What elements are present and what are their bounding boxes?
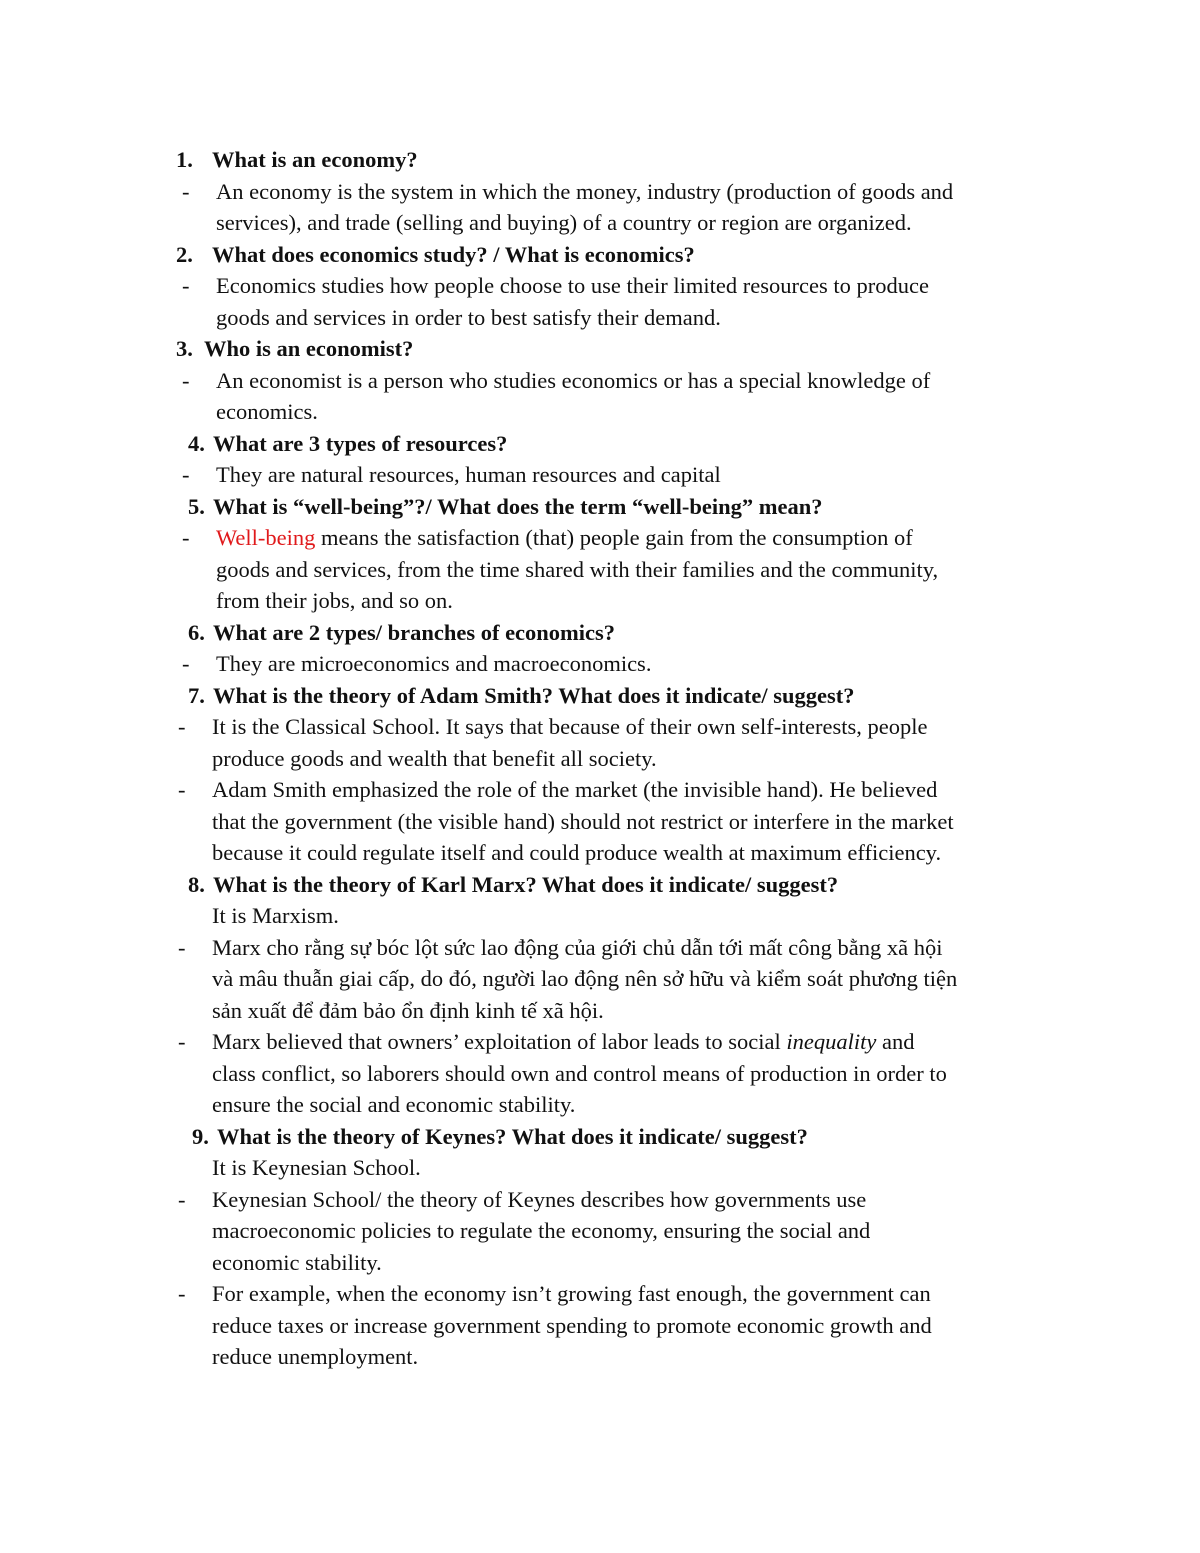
answer-line: because it could regulate itself and could produce wealth at maximum efficiency. [212,840,942,865]
answer-line: goods and services in order to best satisfy their demand. [216,305,721,330]
answer-line: reduce taxes or increase government spending to promote economic growth and [212,1313,932,1338]
question-text: What are 3 types of resources? [213,431,508,456]
bullet-dash: - [182,179,190,204]
question-6 [188,617,616,649]
bullet-dash: - [178,777,186,802]
question-3 [176,333,414,365]
question-text: What is “well-being”?/ What does the term “well-being” mean? [213,494,823,519]
answer-line [216,522,913,554]
bullet-dash: - [178,1029,186,1054]
answer-line: goods and services, from the time shared with their families and the community, [216,557,939,582]
answer-line: They are natural resources, human resources and capital [216,462,721,487]
highlighted-term: Well-being [216,525,316,550]
question-4 [188,428,508,460]
answer-line: Keynesian School/ the theory of Keynes describes how governments use [212,1187,867,1212]
answer-line: An economist is a person who studies economics or has a special knowledge of [216,368,931,393]
question-1 [176,144,418,176]
answer-line: An economy is the system in which the money, industry (production of goods and [216,179,954,204]
bullet-dash: - [182,525,190,550]
italic-term: inequality [786,1029,877,1054]
answer-line: from their jobs, and so on. [216,588,453,613]
bullet-dash: - [178,714,186,739]
bullet-dash: - [178,935,186,960]
answer-line: Adam Smith emphasized the role of the market (the invisible hand). He believed [212,777,938,802]
question-number: 3. [176,336,193,361]
bullet-dash: - [182,368,190,393]
question-text: What is the theory of Keynes? What does it indicate/ suggest? [217,1124,808,1149]
question-8 [188,869,839,901]
answer-line: It is the Classical School. It says that because of their own self-interests, people [212,714,928,739]
question-text: What is the theory of Adam Smith? What does it indicate/ suggest? [213,683,855,708]
answer-line [212,1026,915,1058]
question-text: What does economics study? / What is economics? [212,242,695,267]
bullet-dash: - [182,273,190,298]
question-5 [188,491,823,523]
answer-text: means the satisfaction (that) people gain from the consumption of [315,525,913,550]
answer-line: that the government (the visible hand) should not restrict or interfere in the market [212,809,954,834]
answer-text: Marx believed that owners’ exploitation of labor leads to social [212,1029,787,1054]
answer-line: sản xuất để đảm bảo ổn định kinh tế xã hội. [212,998,604,1023]
answer-intro: It is Keynesian School. [212,1155,421,1180]
answer-line: Marx cho rằng sự bóc lột sức lao động của giới chủ dẫn tới mất công bằng xã hội [212,935,943,960]
question-number: 2. [176,242,193,267]
answer-line: và mâu thuẫn giai cấp, do đó, người lao động nên sở hữu và kiểm soát phương tiện [212,966,958,991]
answer-line: economics. [216,399,318,424]
question-number: 5. [188,494,205,519]
answer-line: For example, when the economy isn’t growing fast enough, the government can [212,1281,931,1306]
question-number: 7. [188,683,205,708]
answer-line: economic stability. [212,1250,382,1275]
answer-text: and [876,1029,915,1054]
question-number: 8. [188,872,205,897]
bullet-dash: - [178,1187,186,1212]
question-number: 9. [192,1124,209,1149]
answer-line: ensure the social and economic stability. [212,1092,576,1117]
answer-line: class conflict, so laborers should own and control means of production in order to [212,1061,947,1086]
question-text: Who is an economist? [204,336,414,361]
bullet-dash: - [182,462,190,487]
question-text: What is an economy? [212,147,418,172]
question-text: What is the theory of Karl Marx? What does it indicate/ suggest? [213,872,839,897]
question-9 [192,1121,808,1153]
answer-line: Economics studies how people choose to use their limited resources to produce [216,273,929,298]
question-number: 4. [188,431,205,456]
answer-line: They are microeconomics and macroeconomics. [216,651,652,676]
bullet-dash: - [182,651,190,676]
question-number: 1. [176,147,193,172]
question-7 [188,680,855,712]
bullet-dash: - [178,1281,186,1306]
question-2 [176,239,695,271]
answer-line: macroeconomic policies to regulate the economy, ensuring the social and [212,1218,871,1243]
question-text: What are 2 types/ branches of economics? [213,620,616,645]
answer-intro: It is Marxism. [212,903,339,928]
answer-line: produce goods and wealth that benefit all society. [212,746,657,771]
answer-line: reduce unemployment. [212,1344,419,1369]
answer-line: services), and trade (selling and buying) of a country or region are organized. [216,210,912,235]
question-number: 6. [188,620,205,645]
